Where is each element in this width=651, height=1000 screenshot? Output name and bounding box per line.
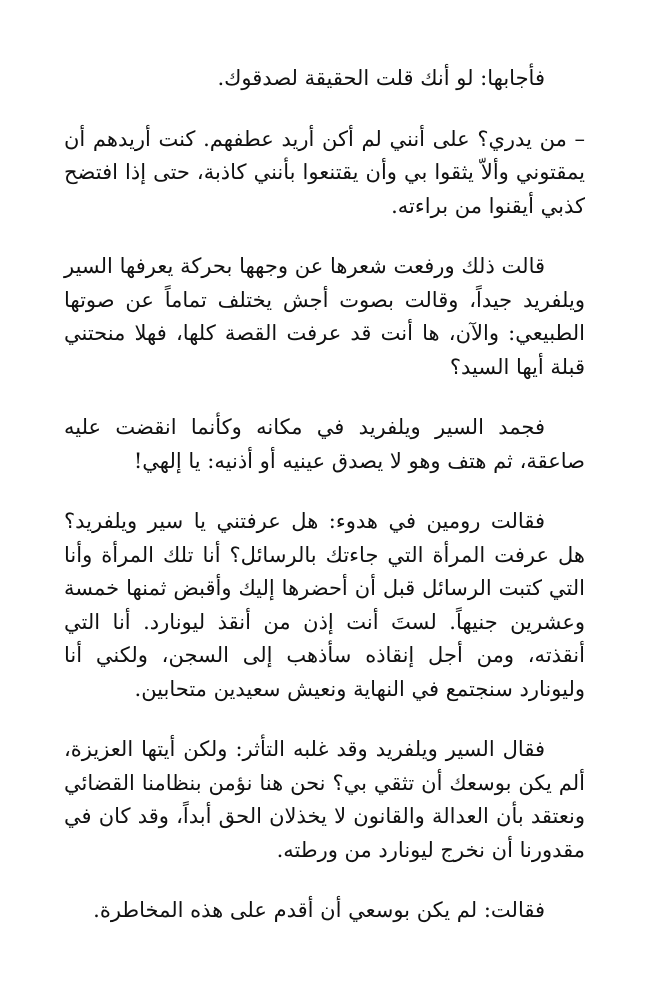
paragraph: قالت ذلك ورفعت شعرها عن وجهها بحركة يعرفها السير ويلفريد جيداً، وقالت بصوت أجش يختلف تماماً عن صوتها الطبيعي: والآن، ها أنت قد عرفت القصة كلها، فهلا منحتني قبلة أيها السيد؟ [64, 254, 585, 379]
paragraph: فقالت رومين في هدوء: هل عرفتني يا سير ويلفريد؟ هل عرفت المرأة التي جاءتك بالرسائل؟ أنا تلك المرأة وأنا التي كتبت الرسائل قبل أن أحضرها إليك وأقبض ثمنها خمسة وعشرين جنيهاً. لستَ أنت إذن من أنقذ ليونارد. أنا التي أنقذته، ومن أجل إنقاذه سأذهب إلى السجن، ولكني أنا وليونارد سنجتمع في النهاية ونعيش سعيدين متحابين. [64, 509, 585, 701]
paragraph: – من يدري؟ على أنني لم أكن أريد عطفهم. كنت أريدهم أن يمقتوني وألاّ يثقوا بي وأن يقتنعوا بأنني كاذبة، حتى إذا افتضح كذبي أيقنوا من براءته. [64, 126, 585, 218]
paragraph: فجمد السير ويلفريد في مكانه وكأنما انقضت عليه صاعقة، ثم هتف وهو لا يصدق عينيه أو أذنيه: يا إلهي! [64, 415, 585, 473]
paragraph: فقال السير ويلفريد وقد غلبه التأثر: ولكن أيتها العزيزة، ألم يكن بوسعك أن تثقي بي؟ نحن هنا نؤمن بنظامنا القضائي ونعتقد بأن العدالة والقانون لا يخذلان الحق أبداً، وقد كان في مقدورنا أن نخرج ليونارد من ورطته. [64, 737, 585, 862]
paragraph: فأجابها: لو أنك قلت الحقيقة لصدقوك. [217, 66, 545, 90]
paragraph: فقالت: لم يكن بوسعي أن أقدم على هذه المخاطرة. [93, 898, 545, 922]
